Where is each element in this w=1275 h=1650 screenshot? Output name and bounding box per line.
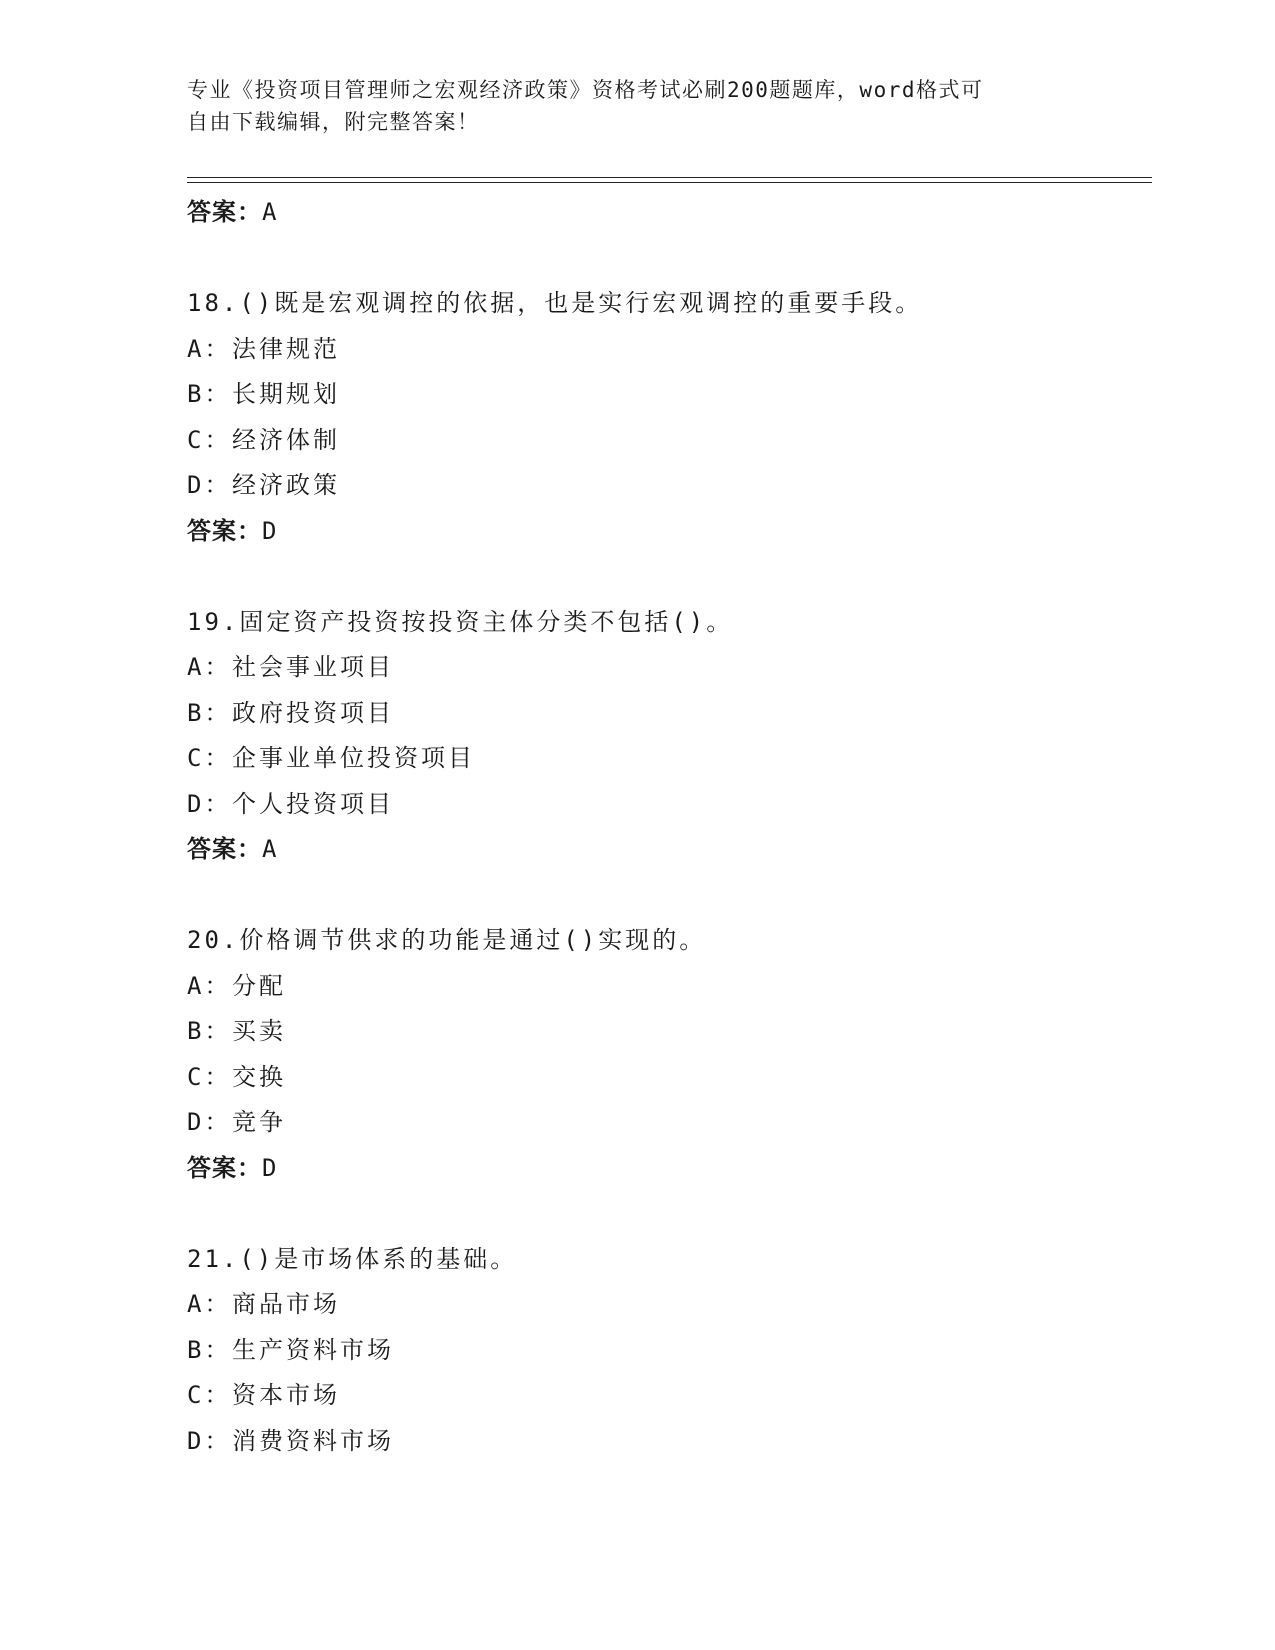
answer-value: D <box>262 1153 278 1182</box>
question-stem: 20.价格调节供求的功能是通过()实现的。 <box>187 926 707 954</box>
answer-label: 答案： <box>187 835 262 863</box>
option-text: 资本市场 <box>232 1381 340 1409</box>
answer-line <box>187 509 1152 555</box>
option-text: 消费资料市场 <box>232 1426 394 1455</box>
option-a <box>187 327 1152 373</box>
option-d <box>187 1100 1152 1146</box>
option-key: C： <box>187 1062 232 1091</box>
option-d <box>187 1419 1152 1465</box>
option-c <box>187 736 1152 782</box>
answer-line <box>187 1146 1152 1192</box>
question-block <box>187 918 1152 1191</box>
header-divider <box>187 177 1152 178</box>
option-text: 长期规划 <box>232 380 340 408</box>
option-text: 政府投资项目 <box>232 698 394 727</box>
header-divider-secondary <box>187 182 1152 183</box>
option-text: 商品市场 <box>232 1290 340 1318</box>
option-b <box>187 691 1152 737</box>
option-c <box>187 418 1152 464</box>
option-key: B： <box>187 1017 232 1045</box>
option-d <box>187 782 1152 828</box>
question-stem: 21.()是市场体系的基础。 <box>187 1244 518 1273</box>
header-line-1: 专业《投资项目管理师之宏观经济政策》资格考试必刷200题题库，word格式可 <box>187 78 984 102</box>
question-stem: 19.固定资产投资按投资主体分类不包括()。 <box>187 607 734 636</box>
option-d <box>187 463 1152 509</box>
answer-line <box>187 827 1152 873</box>
option-key: D： <box>187 471 232 499</box>
option-key: B： <box>187 698 232 727</box>
option-text: 个人投资项目 <box>232 789 394 818</box>
answer-value: A <box>262 198 278 226</box>
option-key: A： <box>187 334 232 363</box>
question-block <box>187 600 1152 873</box>
option-a <box>187 645 1152 691</box>
question-block <box>187 1237 1152 1465</box>
answer-label: 答案： <box>187 1153 262 1182</box>
question-block <box>187 281 1152 554</box>
option-text: 法律规范 <box>232 334 340 363</box>
option-text: 社会事业项目 <box>232 653 394 681</box>
header-line-2: 自由下载编辑，附完整答案！ <box>187 110 480 134</box>
option-a <box>187 964 1152 1010</box>
option-key: A： <box>187 653 232 681</box>
answer-value: D <box>262 516 278 545</box>
page-header <box>187 74 1067 138</box>
option-b <box>187 372 1152 418</box>
option-key: C： <box>187 425 232 454</box>
option-key: A： <box>187 1290 232 1318</box>
question-stem: 18.()既是宏观调控的依据，也是实行宏观调控的重要手段。 <box>187 289 923 317</box>
option-a <box>187 1282 1152 1328</box>
option-key: D： <box>187 1426 232 1455</box>
option-key: A： <box>187 971 232 1000</box>
option-key: B： <box>187 380 232 408</box>
option-key: B： <box>187 1335 232 1364</box>
answer-label: 答案： <box>187 198 262 226</box>
option-text: 竞争 <box>232 1108 286 1136</box>
answer-value: A <box>262 835 278 863</box>
answer-line <box>187 190 1152 236</box>
option-text: 买卖 <box>232 1017 286 1045</box>
option-text: 企事业单位投资项目 <box>232 744 475 772</box>
option-key: C： <box>187 744 232 772</box>
option-text: 经济政策 <box>232 471 340 499</box>
option-text: 经济体制 <box>232 425 340 454</box>
answer-label: 答案： <box>187 516 262 545</box>
option-c <box>187 1055 1152 1101</box>
option-text: 交换 <box>232 1062 286 1091</box>
option-key: D： <box>187 789 232 818</box>
option-b <box>187 1009 1152 1055</box>
option-key: D： <box>187 1108 232 1136</box>
option-text: 分配 <box>232 971 286 1000</box>
option-key: C： <box>187 1381 232 1409</box>
question-list <box>187 190 1152 1464</box>
option-b <box>187 1328 1152 1374</box>
option-c <box>187 1373 1152 1419</box>
option-text: 生产资料市场 <box>232 1335 394 1364</box>
